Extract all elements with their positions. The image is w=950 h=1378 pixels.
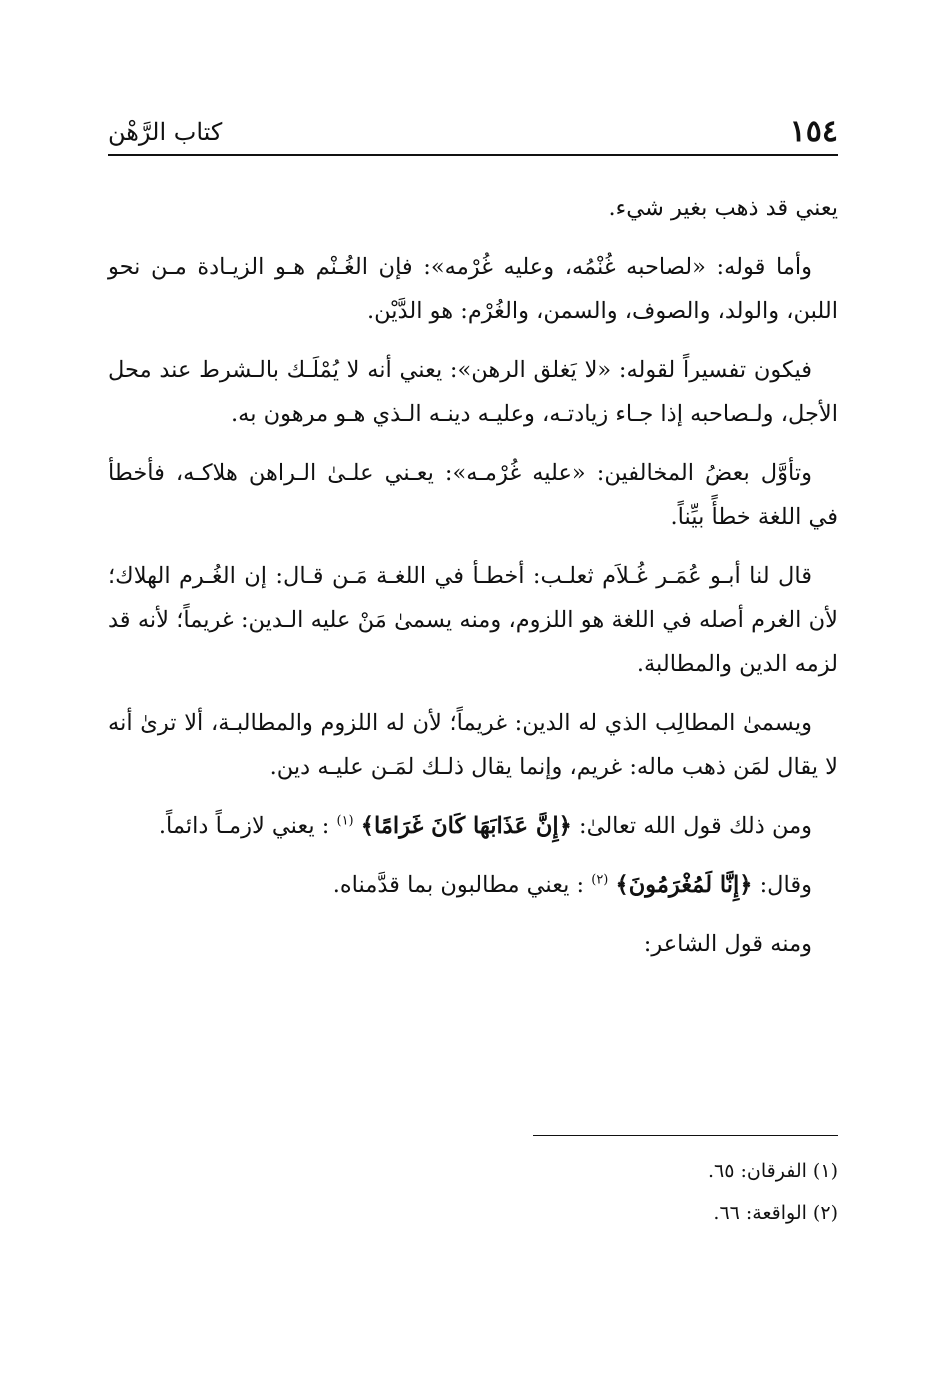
main-text xyxy=(108,186,838,981)
paragraph: فيكون تفسيراً لقوله: «لا يَغلق الرهن»: يعني أنه لا يُمْلَـك بالـشرط عند محل الأجل، ولـصاحبه إذا جـاء زيادتـه، وعليـه دينـه الـذي هـو مرهون به. xyxy=(108,357,838,427)
header-divider xyxy=(108,154,838,156)
footnote-divider xyxy=(533,1135,838,1136)
quran-verse: ﴿إِنَّ عَذَابَهَا كَانَ غَرَامًا﴾ xyxy=(360,813,572,839)
text-segment: وقال: xyxy=(752,872,812,898)
quran-verse: ﴿إِنَّا لَمُغْرَمُونَ﴾ xyxy=(615,872,753,898)
running-title: كتاب الرَّهْن xyxy=(108,118,223,146)
paragraph: ومنه قول الشاعر: xyxy=(643,931,812,957)
footnote-2: (٢) الواقعة: ٦٦. xyxy=(713,1202,838,1224)
footnote-marker: (٢) xyxy=(591,872,609,888)
paragraph: وتأوَّل بعضُ المخالفين: «عليه غُرْمـه»: يعـني علـىٰ الـراهن هلاكـه، فأخطأ في اللغة خطأً بيِّناً. xyxy=(108,460,838,530)
paragraph: يعني قد ذهب بغير شيء. xyxy=(608,195,838,221)
text-segment: : يعني لازمـاً دائماً. xyxy=(158,813,330,839)
paragraph-quran-citation-2 xyxy=(108,863,838,907)
paragraph: ويسمىٰ المطالِب الذي له الدين: غريماً؛ لأن له اللزوم والمطالبـة، ألا ترىٰ أنه لا يقال لمَن ذهب ماله: غريم، وإنما يقال ذلـك لمَـن عليـه دين. xyxy=(108,710,838,780)
paragraph: قال لنا أبـو عُمَـر غُـلاَم ثعلـب: أخطـأ في اللغـة مَـن قـال: إن الغُـرم الهلاك؛ لأن الغرم أصله في اللغة هو اللزوم، ومنه يسمىٰ مَنْ عليه الـدين: غريماً؛ لأنه قد لزمه الدين والمطالبة. xyxy=(108,563,838,677)
footnote-1: (١) الفرقان: ٦٥. xyxy=(708,1160,838,1182)
footnotes xyxy=(108,1150,838,1234)
page-header xyxy=(108,108,838,154)
text-segment: ومن ذلك قول الله تعالىٰ: xyxy=(571,813,812,839)
page-number: ١٥٤ xyxy=(789,114,838,149)
paragraph-quran-citation-1 xyxy=(108,804,838,848)
text-segment: : يعني مطالبون بما قدَّمناه. xyxy=(332,872,585,898)
footnote-marker: (١) xyxy=(336,813,354,829)
paragraph: وأما قوله: «لصاحبه غُنْمُه، وعليه غُرْمه»: فإن الغُـنْم هـو الزيـادة مـن نحو اللبن، والولد، والصوف، والسمن، والغُرْم: هو الدَّيْن. xyxy=(108,254,838,324)
